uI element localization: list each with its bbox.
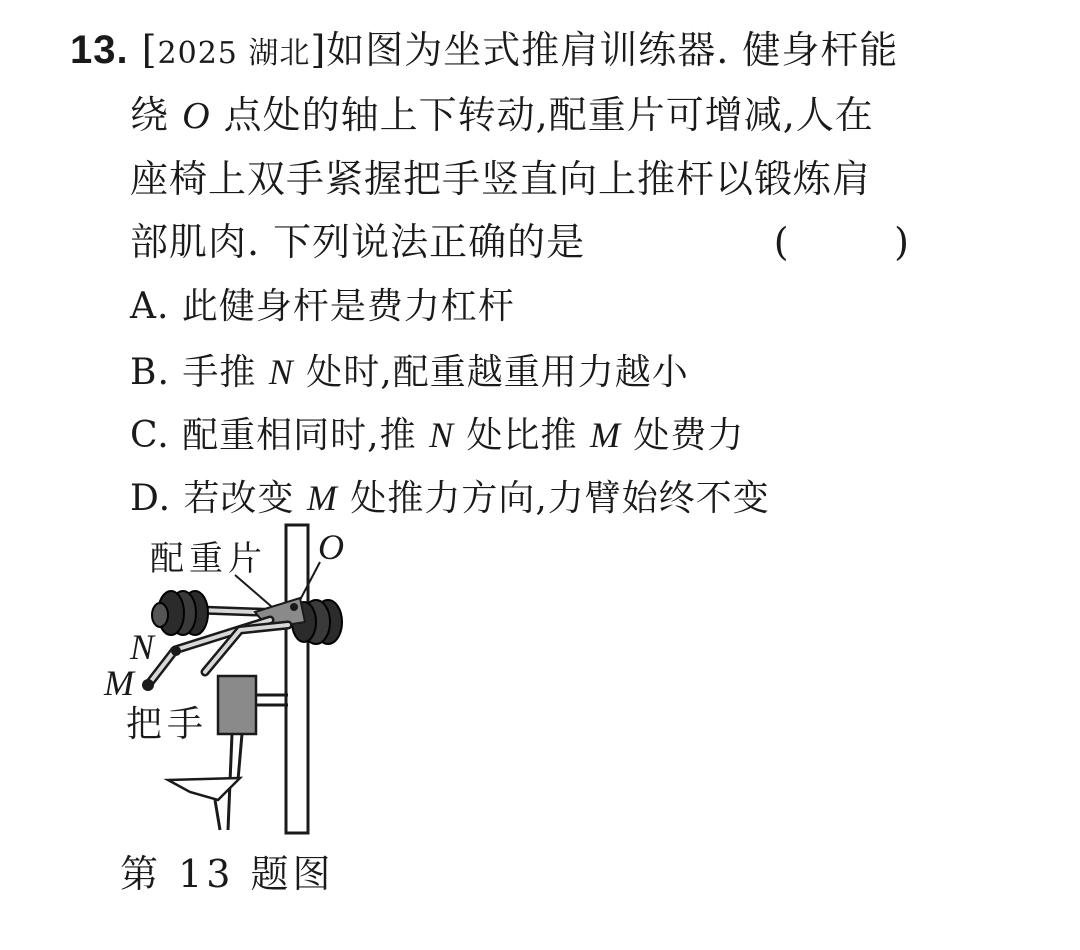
option-c: C. 配重相同时,推 N 处比推 M 处费力: [130, 415, 745, 456]
pivot-point-O: [290, 603, 298, 611]
left-weight-plates: [152, 591, 208, 635]
option-d: D. 若改变 M 处推力方向,力臂始终不变: [130, 478, 770, 519]
label-M: M: [104, 663, 134, 703]
label-O: O: [318, 527, 344, 567]
vertical-post: [286, 525, 308, 833]
label-weights: 配重片: [150, 539, 267, 579]
question-line-1: 13. [2025 湖北]如图为坐式推肩训练器. 健身杆能: [70, 28, 899, 72]
backrest-pad: [218, 676, 256, 734]
question-text-1: 如图为坐式推肩训练器. 健身杆能: [326, 28, 899, 72]
point-M: [142, 679, 154, 691]
var-O: O: [182, 95, 211, 137]
option-a: A. 此健身杆是费力杠杆: [130, 286, 515, 327]
label-N: N: [130, 627, 155, 667]
option-b: B. 手推 N 处时,配重越重用力越小: [130, 352, 689, 393]
figure-caption: 第 13 题图: [120, 852, 335, 896]
weights-leader-line: [235, 575, 272, 607]
question-source: 2025 湖北: [157, 36, 311, 71]
answer-parentheses: ( ): [773, 220, 910, 264]
label-handle: 把手: [126, 704, 209, 745]
question-line-3: 座椅上双手紧握把手竖直向上推杆以锻炼肩: [130, 157, 872, 201]
question-line-4: 部肌肉. 下列说法正确的是 ( ): [130, 220, 910, 264]
point-N: [171, 646, 181, 656]
question-number: 13: [70, 28, 117, 72]
question-line-2: 绕 O 点处的轴上下转动,配重片可增减,人在: [130, 93, 874, 137]
